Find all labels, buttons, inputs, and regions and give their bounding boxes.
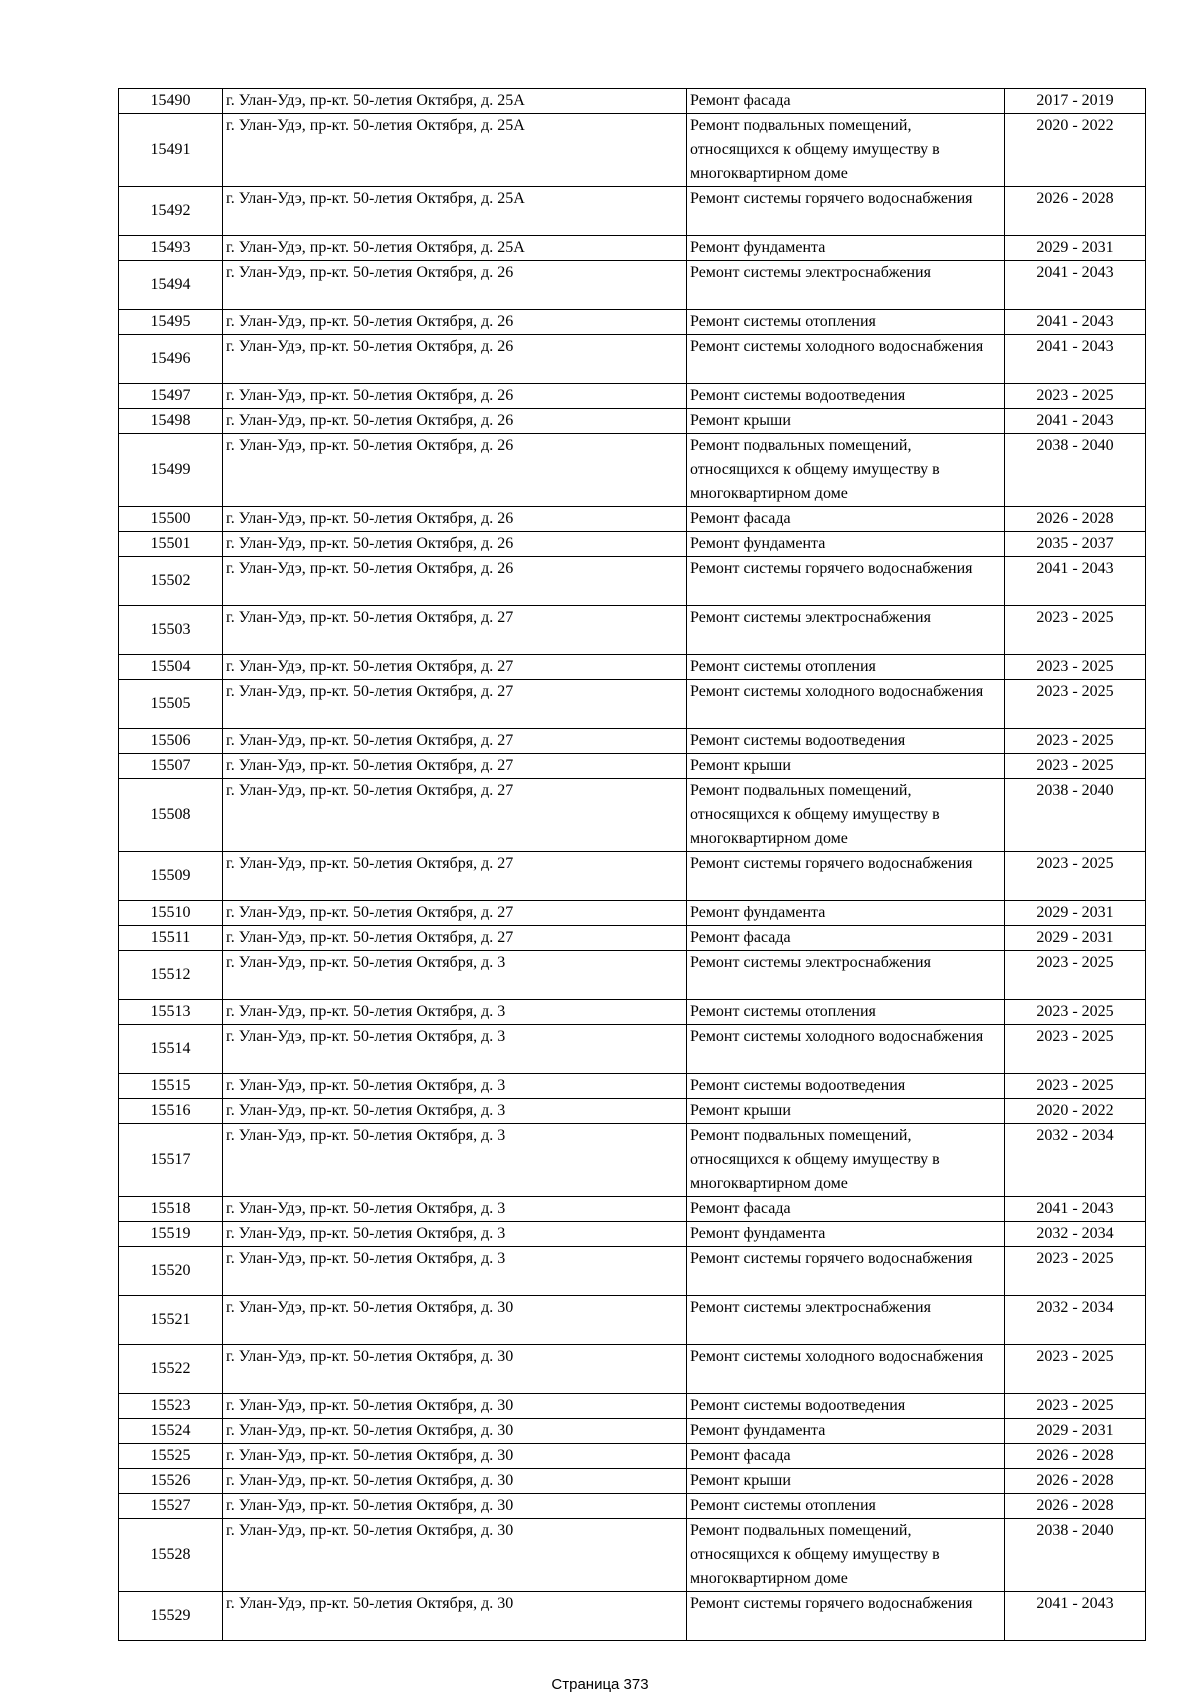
- address-cell: г. Улан-Удэ, пр-кт. 50-летия Октября, д. 30: [223, 1494, 687, 1519]
- work-type-cell: Ремонт подвальных помещений, относящихся к общему имуществу в многоквартирном доме: [687, 779, 1005, 852]
- work-type-cell: Ремонт крыши: [687, 1469, 1005, 1494]
- work-type-cell: Ремонт системы холодного водоснабжения: [687, 680, 1005, 729]
- period-cell: 2023 - 2025: [1005, 729, 1146, 754]
- period-cell: 2023 - 2025: [1005, 1000, 1146, 1025]
- address-cell: г. Улан-Удэ, пр-кт. 50-летия Октября, д. 26: [223, 384, 687, 409]
- row-number-cell: 15499: [119, 434, 223, 507]
- work-type-cell: Ремонт фасада: [687, 1444, 1005, 1469]
- work-type-cell: Ремонт системы водоотведения: [687, 729, 1005, 754]
- period-cell: 2026 - 2028: [1005, 187, 1146, 236]
- address-cell: г. Улан-Удэ, пр-кт. 50-летия Октября, д. 26: [223, 557, 687, 606]
- address-cell: г. Улан-Удэ, пр-кт. 50-летия Октября, д. 27: [223, 852, 687, 901]
- work-type-cell: Ремонт системы холодного водоснабжения: [687, 1025, 1005, 1074]
- period-cell: 2023 - 2025: [1005, 1345, 1146, 1394]
- period-cell: 2023 - 2025: [1005, 1074, 1146, 1099]
- work-type-cell: Ремонт крыши: [687, 409, 1005, 434]
- row-number-cell: 15529: [119, 1592, 223, 1641]
- table-row: [119, 1419, 1146, 1444]
- period-cell: 2023 - 2025: [1005, 951, 1146, 1000]
- work-type-cell: Ремонт системы горячего водоснабжения: [687, 1592, 1005, 1641]
- address-cell: г. Улан-Удэ, пр-кт. 50-летия Октября, д. 25А: [223, 236, 687, 261]
- address-cell: г. Улан-Удэ, пр-кт. 50-летия Октября, д. 27: [223, 655, 687, 680]
- period-cell: 2026 - 2028: [1005, 1444, 1146, 1469]
- period-cell: 2032 - 2034: [1005, 1296, 1146, 1345]
- address-cell: г. Улан-Удэ, пр-кт. 50-летия Октября, д. 25А: [223, 114, 687, 187]
- period-cell: 2041 - 2043: [1005, 557, 1146, 606]
- address-cell: г. Улан-Удэ, пр-кт. 50-летия Октября, д. 30: [223, 1469, 687, 1494]
- address-cell: г. Улан-Удэ, пр-кт. 50-летия Октября, д. 30: [223, 1592, 687, 1641]
- table-row: [119, 310, 1146, 335]
- work-type-cell: Ремонт подвальных помещений, относящихся к общему имуществу в многоквартирном доме: [687, 1124, 1005, 1197]
- address-cell: г. Улан-Удэ, пр-кт. 50-летия Октября, д. 27: [223, 901, 687, 926]
- work-type-cell: Ремонт системы водоотведения: [687, 1074, 1005, 1099]
- table-row: [119, 1394, 1146, 1419]
- table-body: [119, 89, 1146, 1641]
- address-cell: г. Улан-Удэ, пр-кт. 50-летия Октября, д. 26: [223, 335, 687, 384]
- period-cell: 2041 - 2043: [1005, 261, 1146, 310]
- table-row: [119, 1247, 1146, 1296]
- table-row: [119, 1074, 1146, 1099]
- address-cell: г. Улан-Удэ, пр-кт. 50-летия Октября, д. 27: [223, 926, 687, 951]
- row-number-cell: 15509: [119, 852, 223, 901]
- period-cell: 2023 - 2025: [1005, 1247, 1146, 1296]
- row-number-cell: 15492: [119, 187, 223, 236]
- row-number-cell: 15510: [119, 901, 223, 926]
- work-type-cell: Ремонт фасада: [687, 1197, 1005, 1222]
- period-cell: 2023 - 2025: [1005, 852, 1146, 901]
- row-number-cell: 15526: [119, 1469, 223, 1494]
- address-cell: г. Улан-Удэ, пр-кт. 50-летия Октября, д. 25А: [223, 187, 687, 236]
- table-row: [119, 1592, 1146, 1641]
- table-row: [119, 779, 1146, 852]
- work-type-cell: Ремонт фасада: [687, 507, 1005, 532]
- row-number-cell: 15528: [119, 1519, 223, 1592]
- address-cell: г. Улан-Удэ, пр-кт. 50-летия Октября, д. 30: [223, 1296, 687, 1345]
- table-row: [119, 606, 1146, 655]
- work-type-cell: Ремонт крыши: [687, 754, 1005, 779]
- row-number-cell: 15506: [119, 729, 223, 754]
- address-cell: г. Улан-Удэ, пр-кт. 50-летия Октября, д. 27: [223, 680, 687, 729]
- work-type-cell: Ремонт системы отопления: [687, 1000, 1005, 1025]
- work-type-cell: Ремонт фасада: [687, 89, 1005, 114]
- period-cell: 2026 - 2028: [1005, 507, 1146, 532]
- address-cell: г. Улан-Удэ, пр-кт. 50-летия Октября, д. 3: [223, 951, 687, 1000]
- table-row: [119, 114, 1146, 187]
- work-type-cell: Ремонт системы электроснабжения: [687, 951, 1005, 1000]
- period-cell: 2023 - 2025: [1005, 384, 1146, 409]
- period-cell: 2029 - 2031: [1005, 1419, 1146, 1444]
- period-cell: 2041 - 2043: [1005, 409, 1146, 434]
- table-row: [119, 680, 1146, 729]
- table-row: [119, 1000, 1146, 1025]
- address-cell: г. Улан-Удэ, пр-кт. 50-летия Октября, д. 25А: [223, 89, 687, 114]
- address-cell: г. Улан-Удэ, пр-кт. 50-летия Октября, д. 3: [223, 1099, 687, 1124]
- row-number-cell: 15494: [119, 261, 223, 310]
- table-row: [119, 1124, 1146, 1197]
- period-cell: 2023 - 2025: [1005, 1025, 1146, 1074]
- period-cell: 2023 - 2025: [1005, 1394, 1146, 1419]
- row-number-cell: 15516: [119, 1099, 223, 1124]
- work-type-cell: Ремонт фундамента: [687, 1419, 1005, 1444]
- work-type-cell: Ремонт системы отопления: [687, 1494, 1005, 1519]
- address-cell: г. Улан-Удэ, пр-кт. 50-летия Октября, д. 3: [223, 1222, 687, 1247]
- work-type-cell: Ремонт системы отопления: [687, 655, 1005, 680]
- period-cell: 2038 - 2040: [1005, 1519, 1146, 1592]
- row-number-cell: 15500: [119, 507, 223, 532]
- address-cell: г. Улан-Удэ, пр-кт. 50-летия Октября, д. 3: [223, 1000, 687, 1025]
- row-number-cell: 15523: [119, 1394, 223, 1419]
- work-type-cell: Ремонт фундамента: [687, 236, 1005, 261]
- table-row: [119, 557, 1146, 606]
- period-cell: 2038 - 2040: [1005, 434, 1146, 507]
- period-cell: 2038 - 2040: [1005, 779, 1146, 852]
- work-type-cell: Ремонт системы электроснабжения: [687, 1296, 1005, 1345]
- row-number-cell: 15504: [119, 655, 223, 680]
- period-cell: 2023 - 2025: [1005, 606, 1146, 655]
- period-cell: 2029 - 2031: [1005, 926, 1146, 951]
- work-type-cell: Ремонт фундамента: [687, 901, 1005, 926]
- table-row: [119, 1345, 1146, 1394]
- period-cell: 2020 - 2022: [1005, 1099, 1146, 1124]
- address-cell: г. Улан-Удэ, пр-кт. 50-летия Октября, д. 26: [223, 310, 687, 335]
- row-number-cell: 15508: [119, 779, 223, 852]
- period-cell: 2032 - 2034: [1005, 1124, 1146, 1197]
- work-type-cell: Ремонт системы горячего водоснабжения: [687, 557, 1005, 606]
- table-row: [119, 261, 1146, 310]
- row-number-cell: 15513: [119, 1000, 223, 1025]
- period-cell: 2020 - 2022: [1005, 114, 1146, 187]
- address-cell: г. Улан-Удэ, пр-кт. 50-летия Октября, д. 3: [223, 1074, 687, 1099]
- table-row: [119, 1519, 1146, 1592]
- address-cell: г. Улан-Удэ, пр-кт. 50-летия Октября, д. 26: [223, 507, 687, 532]
- work-type-cell: Ремонт системы электроснабжения: [687, 261, 1005, 310]
- work-type-cell: Ремонт системы горячего водоснабжения: [687, 187, 1005, 236]
- row-number-cell: 15502: [119, 557, 223, 606]
- table-row: [119, 1444, 1146, 1469]
- work-type-cell: Ремонт системы холодного водоснабжения: [687, 1345, 1005, 1394]
- period-cell: 2041 - 2043: [1005, 1197, 1146, 1222]
- table-row: [119, 409, 1146, 434]
- work-type-cell: Ремонт фундамента: [687, 532, 1005, 557]
- table-row: [119, 1222, 1146, 1247]
- work-type-cell: Ремонт системы горячего водоснабжения: [687, 852, 1005, 901]
- table-row: [119, 729, 1146, 754]
- work-type-cell: Ремонт системы горячего водоснабжения: [687, 1247, 1005, 1296]
- period-cell: 2023 - 2025: [1005, 655, 1146, 680]
- address-cell: г. Улан-Удэ, пр-кт. 50-летия Октября, д. 3: [223, 1124, 687, 1197]
- work-type-cell: Ремонт фундамента: [687, 1222, 1005, 1247]
- address-cell: г. Улан-Удэ, пр-кт. 50-летия Октября, д. 3: [223, 1247, 687, 1296]
- row-number-cell: 15505: [119, 680, 223, 729]
- table-row: [119, 852, 1146, 901]
- period-cell: 2023 - 2025: [1005, 680, 1146, 729]
- work-type-cell: Ремонт подвальных помещений, относящихся к общему имуществу в многоквартирном доме: [687, 434, 1005, 507]
- address-cell: г. Улан-Удэ, пр-кт. 50-летия Октября, д. 27: [223, 754, 687, 779]
- address-cell: г. Улан-Удэ, пр-кт. 50-летия Октября, д. 3: [223, 1025, 687, 1074]
- address-cell: г. Улан-Удэ, пр-кт. 50-летия Октября, д. 3: [223, 1197, 687, 1222]
- address-cell: г. Улан-Удэ, пр-кт. 50-летия Октября, д. 30: [223, 1394, 687, 1419]
- address-cell: г. Улан-Удэ, пр-кт. 50-летия Октября, д. 27: [223, 606, 687, 655]
- work-type-cell: Ремонт системы водоотведения: [687, 1394, 1005, 1419]
- row-number-cell: 15514: [119, 1025, 223, 1074]
- table-row: [119, 532, 1146, 557]
- period-cell: 2041 - 2043: [1005, 310, 1146, 335]
- address-cell: г. Улан-Удэ, пр-кт. 50-летия Октября, д. 27: [223, 779, 687, 852]
- row-number-cell: 15520: [119, 1247, 223, 1296]
- page-number: Страница 373: [551, 1676, 649, 1693]
- period-cell: 2026 - 2028: [1005, 1469, 1146, 1494]
- row-number-cell: 15512: [119, 951, 223, 1000]
- table-row: [119, 507, 1146, 532]
- table-row: [119, 1494, 1146, 1519]
- row-number-cell: 15518: [119, 1197, 223, 1222]
- row-number-cell: 15490: [119, 89, 223, 114]
- period-cell: 2029 - 2031: [1005, 901, 1146, 926]
- period-cell: 2023 - 2025: [1005, 754, 1146, 779]
- address-cell: г. Улан-Удэ, пр-кт. 50-летия Октября, д. 26: [223, 434, 687, 507]
- table-row: [119, 655, 1146, 680]
- row-number-cell: 15498: [119, 409, 223, 434]
- address-cell: г. Улан-Удэ, пр-кт. 50-летия Октября, д. 27: [223, 729, 687, 754]
- work-type-cell: Ремонт подвальных помещений, относящихся к общему имуществу в многоквартирном доме: [687, 114, 1005, 187]
- period-cell: 2029 - 2031: [1005, 236, 1146, 261]
- row-number-cell: 15495: [119, 310, 223, 335]
- row-number-cell: 15525: [119, 1444, 223, 1469]
- work-type-cell: Ремонт системы холодного водоснабжения: [687, 335, 1005, 384]
- table-row: [119, 1469, 1146, 1494]
- table-row: [119, 1197, 1146, 1222]
- row-number-cell: 15503: [119, 606, 223, 655]
- table-row: [119, 754, 1146, 779]
- table-row: [119, 335, 1146, 384]
- table-row: [119, 89, 1146, 114]
- row-number-cell: 15517: [119, 1124, 223, 1197]
- table-row: [119, 926, 1146, 951]
- repair-schedule-table: [118, 88, 1146, 1641]
- address-cell: г. Улан-Удэ, пр-кт. 50-летия Октября, д. 30: [223, 1519, 687, 1592]
- row-number-cell: 15521: [119, 1296, 223, 1345]
- address-cell: г. Улан-Удэ, пр-кт. 50-летия Октября, д. 30: [223, 1419, 687, 1444]
- table-row: [119, 951, 1146, 1000]
- table-row: [119, 901, 1146, 926]
- row-number-cell: 15522: [119, 1345, 223, 1394]
- table-row: [119, 1296, 1146, 1345]
- address-cell: г. Улан-Удэ, пр-кт. 50-летия Октября, д. 30: [223, 1444, 687, 1469]
- row-number-cell: 15519: [119, 1222, 223, 1247]
- row-number-cell: 15524: [119, 1419, 223, 1444]
- period-cell: 2032 - 2034: [1005, 1222, 1146, 1247]
- row-number-cell: 15507: [119, 754, 223, 779]
- period-cell: 2041 - 2043: [1005, 335, 1146, 384]
- work-type-cell: Ремонт крыши: [687, 1099, 1005, 1124]
- period-cell: 2017 - 2019: [1005, 89, 1146, 114]
- row-number-cell: 15501: [119, 532, 223, 557]
- table-row: [119, 1025, 1146, 1074]
- table-row: [119, 187, 1146, 236]
- address-cell: г. Улан-Удэ, пр-кт. 50-летия Октября, д. 26: [223, 532, 687, 557]
- address-cell: г. Улан-Удэ, пр-кт. 50-летия Октября, д. 26: [223, 409, 687, 434]
- row-number-cell: 15496: [119, 335, 223, 384]
- period-cell: 2035 - 2037: [1005, 532, 1146, 557]
- table-row: [119, 434, 1146, 507]
- period-cell: 2026 - 2028: [1005, 1494, 1146, 1519]
- address-cell: г. Улан-Удэ, пр-кт. 50-летия Октября, д. 26: [223, 261, 687, 310]
- row-number-cell: 15515: [119, 1074, 223, 1099]
- work-type-cell: Ремонт подвальных помещений, относящихся к общему имуществу в многоквартирном доме: [687, 1519, 1005, 1592]
- work-type-cell: Ремонт системы водоотведения: [687, 384, 1005, 409]
- work-type-cell: Ремонт фасада: [687, 926, 1005, 951]
- row-number-cell: 15527: [119, 1494, 223, 1519]
- table-row: [119, 1099, 1146, 1124]
- row-number-cell: 15497: [119, 384, 223, 409]
- address-cell: г. Улан-Удэ, пр-кт. 50-летия Октября, д. 30: [223, 1345, 687, 1394]
- row-number-cell: 15493: [119, 236, 223, 261]
- work-type-cell: Ремонт системы электроснабжения: [687, 606, 1005, 655]
- table-row: [119, 236, 1146, 261]
- table-row: [119, 384, 1146, 409]
- period-cell: 2041 - 2043: [1005, 1592, 1146, 1641]
- row-number-cell: 15491: [119, 114, 223, 187]
- work-type-cell: Ремонт системы отопления: [687, 310, 1005, 335]
- row-number-cell: 15511: [119, 926, 223, 951]
